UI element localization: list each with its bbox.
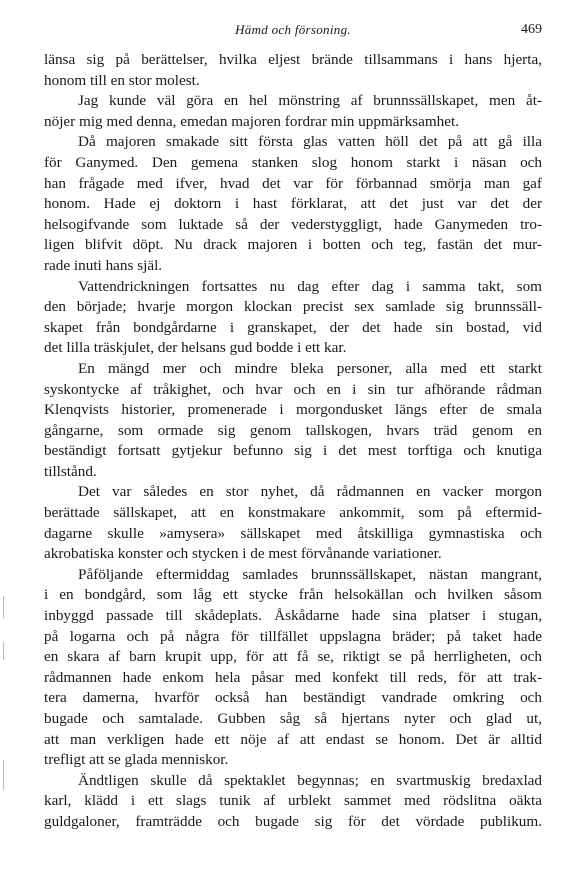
text-line: rade inuti hans själ. <box>44 256 163 274</box>
text-line: tillstånd. <box>44 462 97 480</box>
text-line: syskontycke af tråkighet, och hvar och en i sin tur afhörande rådman <box>44 380 542 398</box>
text-line: ligen blifvit döpt. Nu drack majoren i botten och teg, fastän det mur- <box>44 236 542 254</box>
text-line: trefligt att se glada menniskor. <box>44 751 229 769</box>
text-line: länsa sig på berättelser, hvilka eljest brände tillsammans i hans hjerta, <box>44 51 542 68</box>
text-line: guldgaloner, framträdde och bugade sig för det vördade publikum. <box>44 812 542 830</box>
text-line: skapet från bondgårdarne i granskapet, der det hade sin bostad, vid <box>44 318 542 336</box>
running-title: Hämd och försoning. <box>235 22 351 37</box>
text-line: helsogifvande som luktade så der vederstyggligt, hade Ganymeden tro- <box>44 215 542 233</box>
text-line: beständigt fortsatt gytjekur befunno sig i det mest torftiga och knutiga <box>44 442 542 460</box>
text-line: berättade sällskapet, att en konstmakare ankommit, som på eftermid- <box>44 504 542 522</box>
text-line: bugade och samtalade. Gubben såg så hjertans nyter och glad ut, <box>44 710 542 727</box>
text-line: den började; hvarje morgon klockan precist sex samlade sig brunnssäll- <box>44 298 542 316</box>
text-line: Det var således en stor nyhet, då rådmannen en vacker morgon <box>78 483 542 501</box>
margin-mark <box>3 596 4 618</box>
text-line: inbyggd passade till skådeplats. Åskådarne hade sina platser i stugan, <box>44 607 542 625</box>
margin-mark <box>3 642 4 660</box>
page-number: 469 <box>521 22 542 37</box>
text-line: på logarna och på några för tillfället uppslagna bräder; på taket hade <box>44 627 542 645</box>
text-line: nöjer mig med denna, emedan majoren fordrar min uppmärksamhet. <box>44 112 459 130</box>
text-line: En mängd mer och mindre bleka personer, alla med ett starkt <box>78 359 542 377</box>
text-line: Klenqvists historier, promenerade i morgondusket längs efter de smala <box>44 401 542 419</box>
text-line: det lilla träskjulet, der helsans gud bodde i ett kar. <box>44 339 347 357</box>
text-line: för Ganymed. Den gemena stanken slog honom starkt i näsan och <box>44 153 542 171</box>
text-line: Vattendrickningen fortsattes nu dag efter dag i samma takt, som <box>78 277 542 295</box>
text-line: Ändtligen skulle då spektaklet begynnas; en svartmuskig bredaxlad <box>78 771 542 789</box>
body-text <box>44 50 542 833</box>
text-line: Då majoren smakade sitt första glas vatten höll det på att gå illa <box>78 133 542 151</box>
text-line: honom. Hade ej doktorn i hast förklarat, att det just var det der <box>44 195 542 213</box>
text-line: karl, klädd i ett slags tunik af urblekt sammet med rödslitna oäkta <box>44 792 542 810</box>
text-line: i en bondgård, som låg ett stycke från helsokällan och hvilken såsom <box>44 586 542 604</box>
text-line: en skara af barn krupit upp, för att få se, riktigt se på herrligheten, och <box>44 648 542 666</box>
text-line: han frågade med ifver, hvad det var för förbannad smörja man gaf <box>44 174 542 192</box>
text-line: att man verkligen hade ett nöje af att endast se honom. Det är alltid <box>44 730 542 748</box>
text-line: honom till en stor molest. <box>44 71 200 89</box>
running-head <box>44 22 542 44</box>
text-line: gångarne, som ormade sig genom tallskogen, hvars träd genom en <box>44 421 542 439</box>
text-line: akrobatiska konster och stycken i de mest förvånande variationer. <box>44 545 442 563</box>
text-line: tera damerna, hvarför också han beständigt vandrade omkring och <box>44 689 542 707</box>
text-line: rådmannen hade enkom hela påsar med konfekt till reds, för att trak- <box>44 668 542 686</box>
text-line: Påföljande eftermiddag samlades brunnssällskapet, nästan mangrant, <box>78 565 542 583</box>
text-line: Jag kunde väl göra en hel mönstring af brunnssällskapet, men åt- <box>78 92 542 110</box>
text-line: dagarne skulle »amysera» sällskapet med åtskilliga gymnastiska och <box>44 524 542 542</box>
margin-mark <box>3 760 4 790</box>
